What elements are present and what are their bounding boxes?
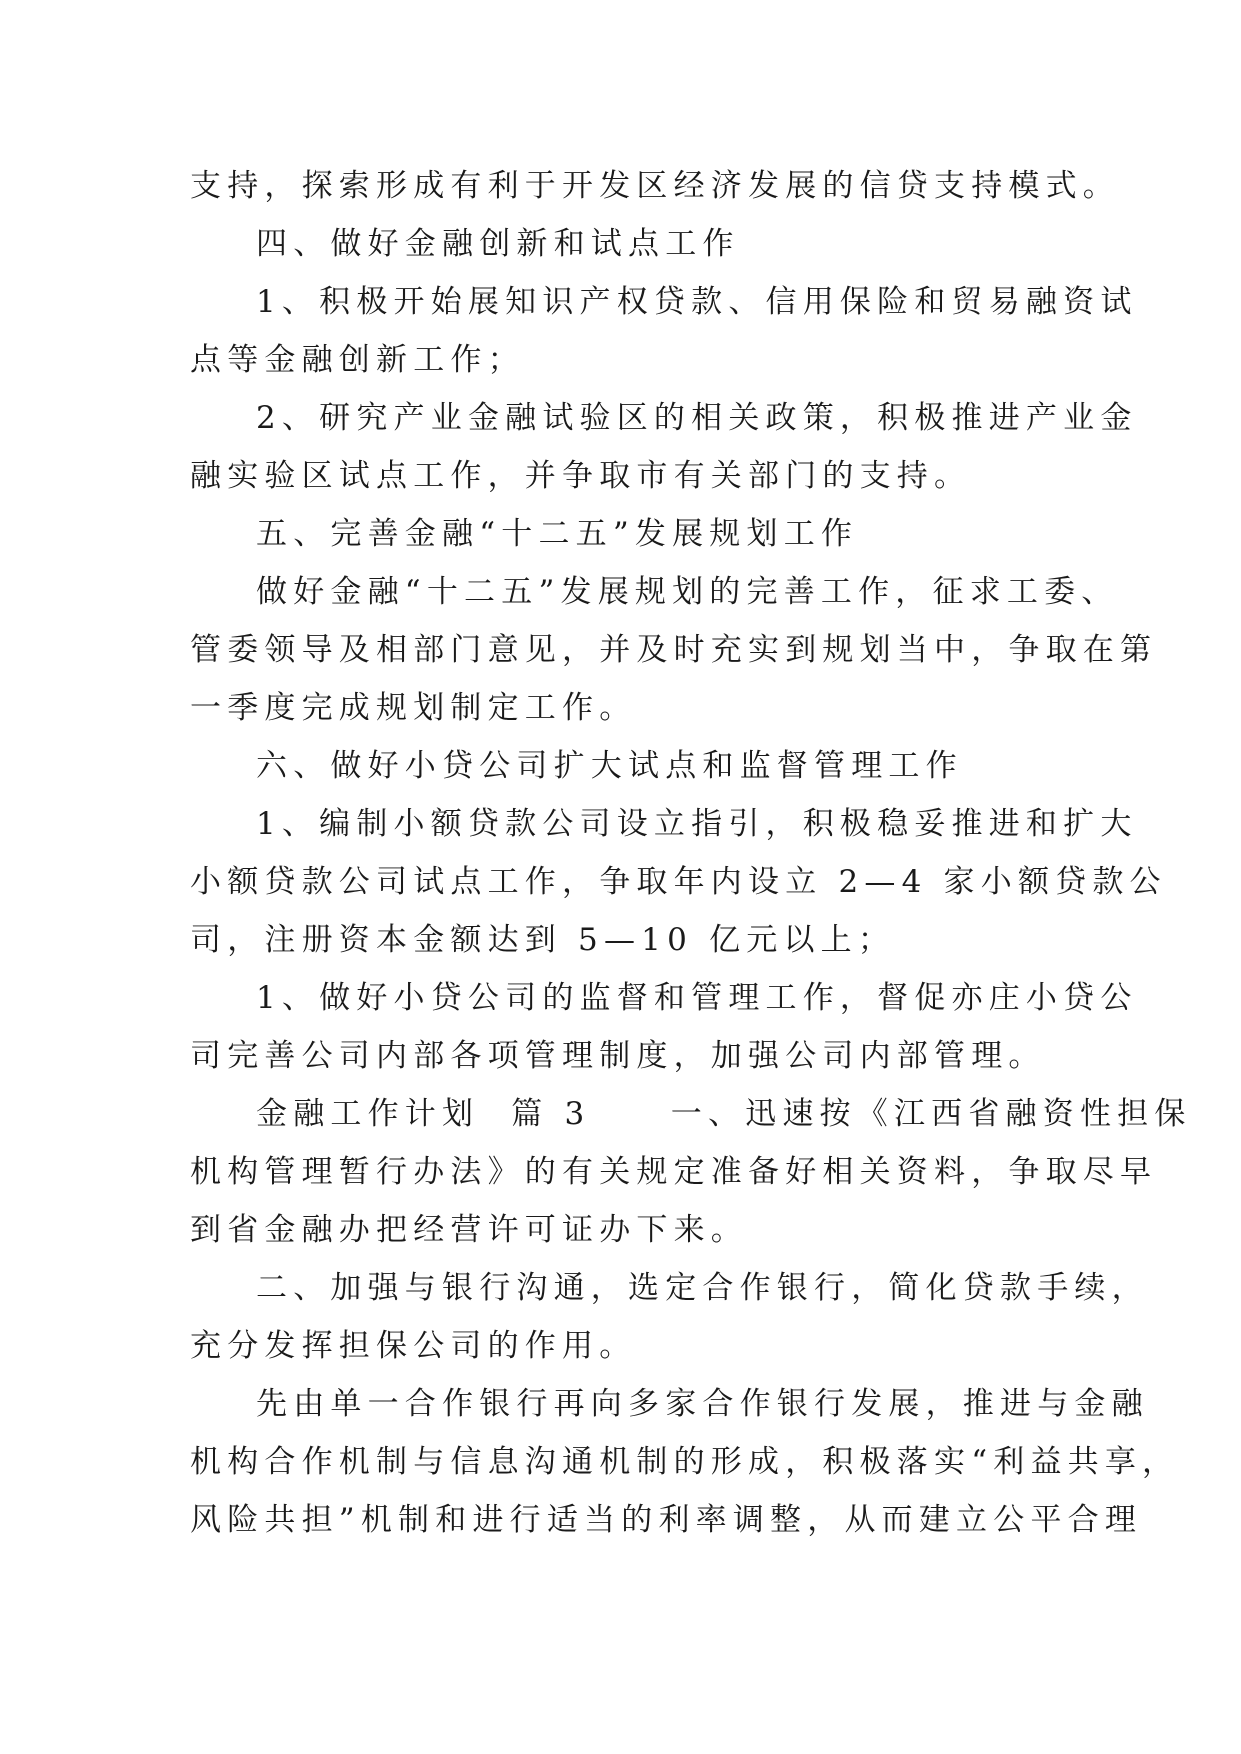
section-heading-6: 六、做好小贷公司扩大试点和监督管理工作 [256,748,963,784]
paragraph-line: 1、编制小额贷款公司设立指引，积极稳妥推进和扩大 [256,806,1138,842]
paragraph-line: 充分发挥担保公司的作用。 [190,1328,637,1364]
section-title-plan-3: 金融工作计划 篇 3 一、迅速按《江西省融资性担保 [256,1096,1192,1132]
paragraph-line: 管委领导及相部门意见，并及时充实到规划当中，争取在第 [190,632,1158,668]
paragraph-line: 融实验区试点工作，并争取市有关部门的支持。 [190,458,972,494]
section-heading-4: 四、做好金融创新和试点工作 [256,226,740,262]
paragraph-line: 做好金融“十二五”发展规划的完善工作，征求工委、 [256,574,1119,610]
paragraph-line: 机构管理暂行办法》的有关规定准备好相关资料，争取尽早 [190,1154,1158,1190]
paragraph-line: 小额贷款公司试点工作，争取年内设立 2—4 家小额贷款公 [190,864,1167,900]
paragraph-line: 一季度完成规划制定工作。 [190,690,637,726]
paragraph-line: 到省金融办把经营许可证办下来。 [190,1212,748,1248]
paragraph-line: 机构合作机制与信息沟通机制的形成，积极落实“利益共享， [190,1444,1180,1480]
paragraph-line: 1、积极开始展知识产权贷款、信用保险和贸易融资试 [256,284,1138,320]
paragraph-line: 先由单一合作银行再向多家合作银行发展，推进与金融 [256,1386,1149,1422]
paragraph-line: 支持，探索形成有利于开发区经济发展的信贷支持模式。 [190,168,1120,204]
paragraph-line: 司，注册资本金额达到 5—10 亿元以上； [190,922,896,958]
paragraph-line: 风险共担”机制和进行适当的利率调整，从而建立公平合理 [190,1502,1143,1538]
paragraph-line: 2、研究产业金融试验区的相关政策，积极推进产业金 [256,400,1138,436]
paragraph-line: 1、做好小贷公司的监督和管理工作，督促亦庄小贷公 [256,980,1138,1016]
section-heading-5: 五、完善金融“十二五”发展规划工作 [256,516,859,552]
paragraph-line: 二、加强与银行沟通，选定合作银行，简化贷款手续， [256,1270,1149,1306]
paragraph-line: 点等金融创新工作； [190,342,525,378]
paragraph-line: 司完善公司内部各项管理制度，加强公司内部管理。 [190,1038,1046,1074]
